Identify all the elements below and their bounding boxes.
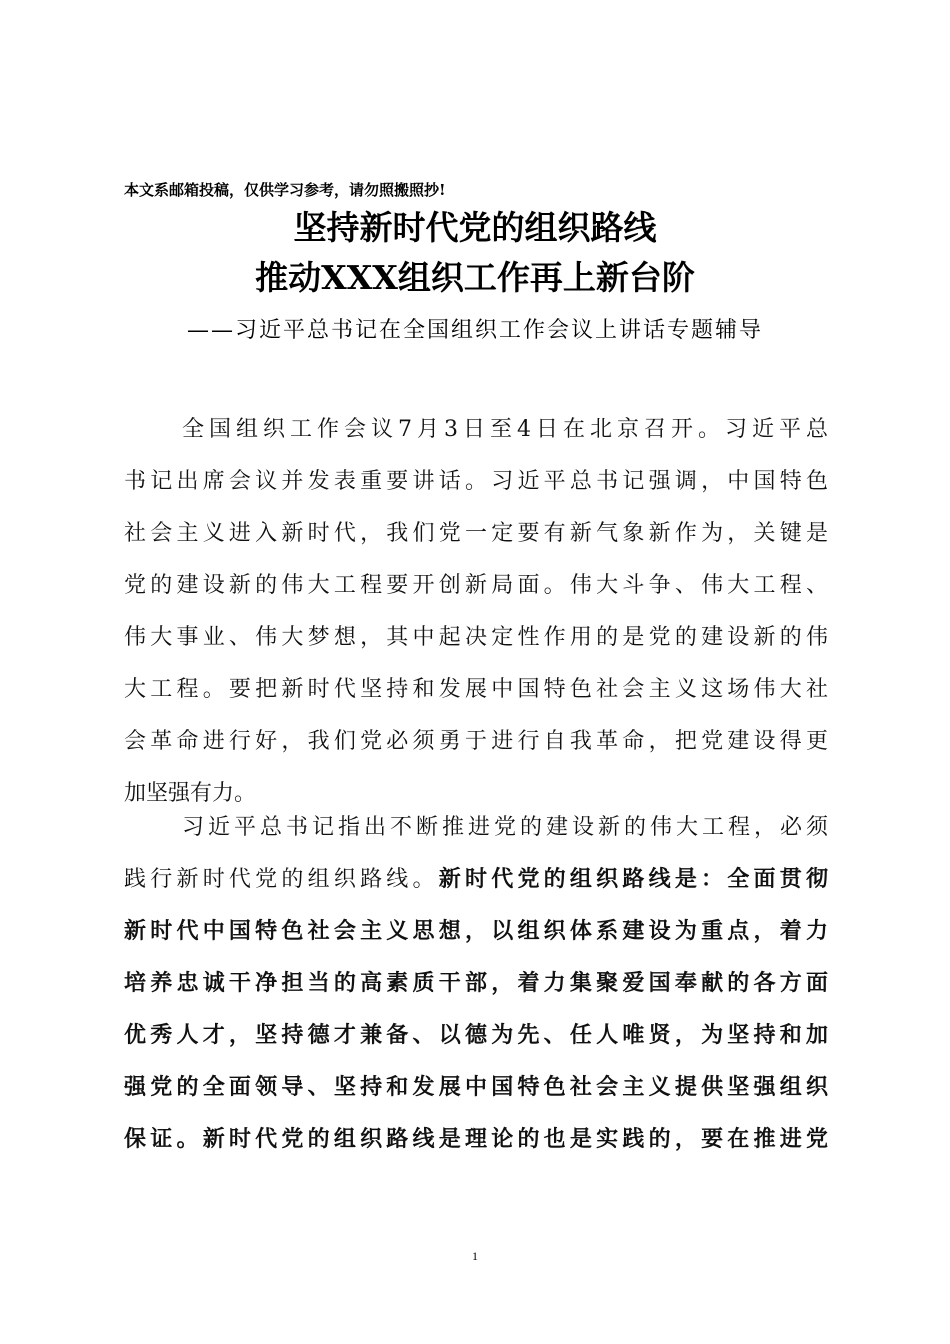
paragraph-line: 伟大事业、伟大梦想，其中起决定性作用的是党的建设新的伟 <box>124 625 828 650</box>
paragraph-line: 大工程。要把新时代坚持和发展中国特色社会主义这场伟大社 <box>124 677 828 702</box>
bold-paragraph-line: 强党的全面领导、坚持和发展中国特色社会主义提供坚强组织 <box>124 1075 828 1100</box>
paragraph-1 <box>124 404 828 820</box>
page-number: 1 <box>472 1249 478 1263</box>
paragraph-2 <box>124 802 828 1166</box>
paragraph-line: 会革命进行好，我们党必须勇于进行自我革命，把党建设得更 <box>124 729 828 754</box>
bold-paragraph-line: 优秀人才，坚持德才兼备、以德为先、任人唯贤，为坚持和加 <box>124 1023 828 1048</box>
bold-paragraph-line: 保证。新时代党的组织路线是理论的也是实践的，要在推进党 <box>124 1127 828 1152</box>
paragraph-line: 加坚强有力。 <box>124 781 257 806</box>
paragraph-line: 习近平总书记指出不断推进党的建设新的伟大工程，必须 <box>182 815 828 840</box>
submission-notice: 本文系邮箱投稿，仅供学习参考，请勿照搬照抄! <box>124 181 446 199</box>
bold-paragraph-line: 新时代中国特色社会主义思想，以组织体系建设为重点，着力 <box>124 919 828 944</box>
paragraph-line-mixed <box>124 854 828 906</box>
title-line-2: 推动XXX组织工作再上新台阶 <box>255 258 695 297</box>
regular-text: 践行新时代党的组织路线。 <box>124 867 439 892</box>
paragraph-line: 书记出席会议并发表重要讲话。习近平总书记强调，中国特色 <box>124 469 828 494</box>
paragraph-line: 社会主义进入新时代，我们党一定要有新气象新作为，关键是 <box>124 521 828 546</box>
paragraph-line: 党的建设新的伟大工程要开创新局面。伟大斗争、伟大工程、 <box>124 573 828 598</box>
bold-paragraph-line: 培养忠诚干净担当的高素质干部，着力集聚爱国奉献的各方面 <box>124 971 828 996</box>
subtitle: ——习近平总书记在全国组织工作会议上讲话专题辅导 <box>186 318 763 343</box>
bold-text: 新时代党的组织路线是：全面贯彻 <box>438 867 828 892</box>
title-line-1: 坚持新时代党的组织路线 <box>293 208 657 247</box>
paragraph-line: 全国组织工作会议7月3日至4日在北京召开。习近平总 <box>182 417 828 442</box>
